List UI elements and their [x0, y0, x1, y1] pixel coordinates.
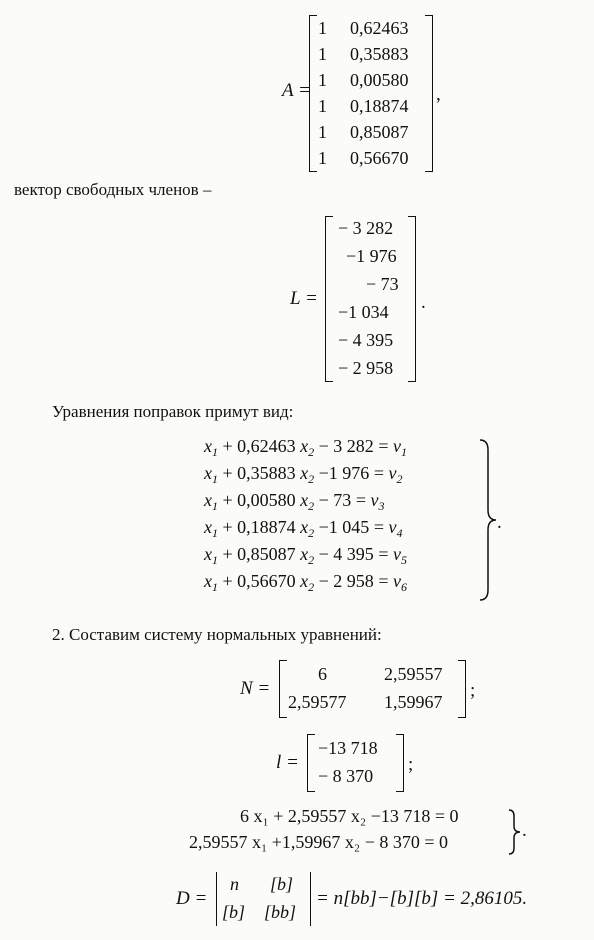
step2-heading: 2. Составим систему нормальных уравнений:: [52, 625, 382, 644]
normal-eq-2: 2,59557 x₁ +1,59967 x₂ − 8 370 = 0: [189, 832, 449, 852]
matrix-a-r6c1: 1: [318, 148, 327, 168]
determinant-r1c1: n: [230, 874, 239, 894]
matrix-a-r5c1: 1: [318, 122, 327, 142]
vector-l-r4: −1 034: [338, 302, 389, 322]
matrix-a-r3c1: 1: [318, 70, 327, 90]
vector-l-left-bracket: [325, 216, 333, 382]
correction-eq-2: $x_1 + 0,35883$ $x_2 -1$ $976 = v_2$: [204, 463, 403, 486]
matrix-n-left-bracket: [279, 660, 287, 718]
vector-l-r6: − 2 958: [338, 358, 394, 378]
matrix-a-r1c1: 1: [318, 18, 327, 38]
corrections-right-brace: [478, 438, 498, 603]
determinant-right-bar: [310, 872, 311, 926]
matrix-n-r2c1: 2,59577: [288, 692, 347, 712]
matrix-n-r1c1: 6: [318, 664, 327, 684]
determinant-label: D =: [176, 888, 208, 909]
determinant-r2c1: [b]: [222, 902, 246, 922]
matrix-a-r3c2: 0,00580: [350, 70, 409, 90]
matrix-n-r1c2: 2,59557: [384, 664, 443, 684]
vector-small-l-trailing-semicolon: ;: [408, 754, 414, 775]
correction-eq-6: $x_1 + 0,56670$ $x_2 - 2$ $958 = v_6$: [204, 571, 407, 594]
matrix-a-trailing-comma: ,: [436, 84, 441, 105]
normal-eq-trailing-period: .: [522, 820, 527, 841]
vector-small-l-r2: − 8 370: [318, 766, 374, 786]
matrix-a-r2c2: 0,35883: [350, 44, 409, 64]
correction-eq-1: $x_1 + 0,62463$ $x_2 - 3$ $282 = v_1$: [204, 436, 407, 459]
matrix-a-r4c2: 0,18874: [350, 96, 409, 116]
matrix-n-right-bracket: [458, 660, 466, 718]
vector-l-r1: − 3 282: [338, 218, 394, 238]
matrix-a-right-bracket: [425, 15, 433, 172]
matrix-n-r2c2: 1,59967: [384, 692, 443, 712]
normal-eq-1: 6 x₁ + 2,59557 x₂ −13 718 = 0: [240, 806, 459, 826]
matrix-a-r6c2: 0,56670: [350, 148, 409, 168]
determinant-r1c2: [b]: [270, 874, 294, 894]
vector-small-l-left-bracket: [307, 734, 315, 792]
corrections-trailing-period: .: [497, 512, 502, 533]
matrix-a-r2c1: 1: [318, 44, 327, 64]
determinant-left-bar: [216, 872, 217, 926]
vector-l-label: L =: [290, 288, 318, 309]
matrix-n-label: N =: [240, 678, 271, 699]
matrix-a-r5c2: 0,85087: [350, 122, 409, 142]
matrix-n-trailing-semicolon: ;: [470, 680, 476, 701]
determinant-expansion: = n[bb]−[b][b] = 2,86105.: [316, 888, 528, 909]
vector-l-r3: − 73: [366, 274, 399, 294]
matrix-a-left-bracket: [309, 15, 317, 172]
matrix-a-r1c2: 0,62463: [350, 18, 409, 38]
matrix-a-r4c1: 1: [318, 96, 327, 116]
vector-l-r5: − 4 395: [338, 330, 394, 350]
normal-eq-right-brace: [507, 808, 523, 856]
vector-small-l-label: l =: [276, 752, 299, 773]
vector-l-r2: −1 976: [346, 246, 397, 266]
vector-small-l-r1: −13 718: [318, 738, 378, 758]
matrix-a-label: A =: [282, 80, 311, 101]
determinant-r2c2: [bb]: [264, 902, 297, 922]
vector-l-trailing-period: .: [421, 292, 426, 313]
vector-l-right-bracket: [408, 216, 416, 382]
vector-small-l-right-bracket: [396, 734, 404, 792]
free-terms-label: вектор свободных членов –: [14, 180, 212, 199]
correction-eq-3: $x_1 + 0,00580$ $x_2 - 73 = v_3$: [204, 490, 385, 513]
correction-eq-5: $x_1 + 0,85087$ $x_2 - 4$ $395 = v_5$: [204, 544, 407, 567]
correction-eq-4: $x_1 + 0,18874$ $x_2 -1$ $045 = v_4$: [204, 517, 403, 540]
corrections-heading: Уравнения поправок примут вид:: [52, 402, 294, 421]
